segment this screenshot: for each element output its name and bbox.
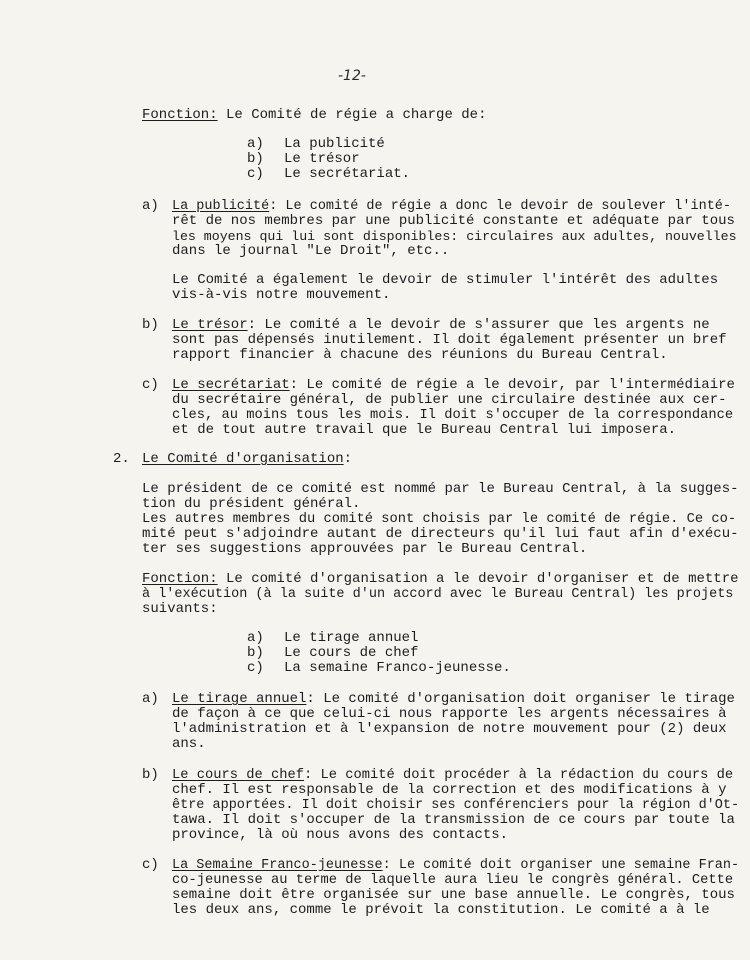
paragraph-line: semaine doit être organisée sur une base annuelle. Le congrès, tous <box>172 887 735 903</box>
page-number: -12- <box>338 68 366 84</box>
paragraph-line: rapport financier à chacune des réunions du Bureau Central. <box>172 347 668 363</box>
section-marker: c) <box>142 857 159 873</box>
paragraph-line: ans. <box>172 736 206 752</box>
paragraph-line: rêt de nos membres par une publicité constante et adéquate par tous <box>172 213 735 229</box>
paragraph-line: dans le journal "Le Droit", etc.. <box>172 243 450 259</box>
paragraph-line: les moyens qui lui sont disponibles: circulaires aux adultes, nouvelles <box>172 229 737 244</box>
paragraph-line: du secrétaire général, de publier une circulaire destinée aux cer- <box>172 392 727 408</box>
list-item: Le tirage annuel <box>284 630 419 646</box>
paragraph-line <box>172 858 739 873</box>
paragraph-text: : Le comité de régie a le devoir, par l'intermédiaire <box>289 377 735 393</box>
title-colon: : <box>343 451 353 467</box>
fonction-label: Fonction: <box>142 107 218 123</box>
paragraph-line: chef. Il est responsable de la correction et des modifications à y <box>172 782 727 798</box>
paragraph-line: sont pas dépensés inutilement. Il doit également présenter un bref <box>172 332 727 348</box>
paragraph-text: : Le comité doit organiser une semaine Fran- <box>382 858 740 873</box>
paragraph-line: Le président de ce comité est nommé par le Bureau Central, à la sugges- <box>142 481 739 497</box>
paragraph-line <box>172 692 735 707</box>
paragraph-text: : Le comité a le devoir de s'assurer que les argents ne <box>247 317 710 333</box>
list-marker: b) <box>247 645 264 661</box>
list-item: La semaine Franco-jeunesse. <box>284 660 511 676</box>
list-item: Le trésor <box>284 151 360 167</box>
paragraph-line: co-jeunesse au terme de laquelle aura lieu le congrès général. Cette <box>172 873 734 888</box>
fonction-text: Le Comité de régie a charge de: <box>217 107 487 123</box>
list-marker: c) <box>247 166 264 182</box>
paragraph-line: Les autres membres du comité sont choisis par le comité de régie. Ce co- <box>142 512 737 527</box>
paragraph-line: vis-à-vis notre mouvement. <box>172 287 391 303</box>
section-marker: c) <box>142 377 159 393</box>
paragraph-line: l'administration et à l'expansion de notre mouvement pour (2) deux <box>172 721 727 737</box>
paragraph-text: : Le comité d'organisation doit organiser le tirage <box>306 691 735 707</box>
paragraph-text: : Le comité de régie a donc le devoir de soulever l'inté- <box>269 199 731 214</box>
paragraph-line <box>142 572 739 587</box>
paragraph-line: ter ses suggestions approuvées par le Bureau Central. <box>142 541 588 557</box>
section-heading: Le tirage annuel <box>172 691 307 707</box>
paragraph-line: les deux ans, comme le prévoit la constitution. Le comité a à le <box>172 902 710 918</box>
section-marker: a) <box>142 691 159 707</box>
paragraph-line: à l'exécution (à la suite d'un accord avec le Bureau Central) les projets <box>142 587 734 602</box>
fonction-label: Fonction: <box>142 571 218 587</box>
section-heading: La Semaine Franco-jeunesse <box>172 858 383 873</box>
section-title: Le Comité d'organisation <box>142 451 344 467</box>
section-marker: a) <box>142 198 159 214</box>
section-title-line <box>142 452 352 467</box>
paragraph-line: et de tout autre travail que le Bureau Central lui imposera. <box>172 422 677 438</box>
paragraph-line <box>172 378 735 393</box>
paragraph-line <box>172 768 733 783</box>
section-marker: b) <box>142 767 159 783</box>
paragraph-line: mité peut s'adjoindre autant de directeurs qu'il lui faut afin d'exécu- <box>142 526 739 542</box>
list-marker: b) <box>247 151 264 167</box>
paragraph-line: tawa. Il doit s'occuper de la transmission de ce cours par toute la <box>172 812 735 828</box>
section-number: 2. <box>113 451 130 467</box>
paragraph-line: cles, au moins tous les mois. Il doit s'occuper de la correspondance <box>172 408 734 423</box>
paragraph-line: être apportées. Il doit choisir ses conférenciers pour la région d'Ot- <box>172 798 740 813</box>
paragraph-line <box>172 199 731 214</box>
paragraph-line: province, là où nous avons des contacts. <box>172 827 509 843</box>
fonction-line <box>142 108 486 123</box>
paragraph-line: de façon à ce que celui-ci nous rapporte les argents nécessaires à <box>172 706 727 722</box>
list-marker: a) <box>247 136 264 152</box>
paragraph-line: suivants: <box>142 601 218 617</box>
list-item: Le cours de chef <box>284 645 419 661</box>
paragraph-text: Le comité d'organisation a le devoir d'organiser et de mettre <box>217 571 739 587</box>
list-marker: a) <box>247 630 264 646</box>
paragraph-line: tion du président général. <box>142 496 361 512</box>
list-item: Le secrétariat. <box>284 166 411 182</box>
section-heading: Le trésor <box>172 317 248 333</box>
paragraph-line: Le Comité a également le devoir de stimuler l'intérêt des adultes <box>172 272 719 288</box>
paragraph-text: : Le comité doit procéder à la rédaction du cours de <box>304 768 734 783</box>
list-marker: c) <box>247 660 264 676</box>
paragraph-line <box>172 318 710 333</box>
list-item: La publicité <box>284 136 385 152</box>
section-marker: b) <box>142 317 159 333</box>
section-heading: Le cours de chef <box>172 768 305 783</box>
section-heading: La publicité <box>172 199 270 214</box>
section-heading: Le secrétariat <box>172 377 290 393</box>
